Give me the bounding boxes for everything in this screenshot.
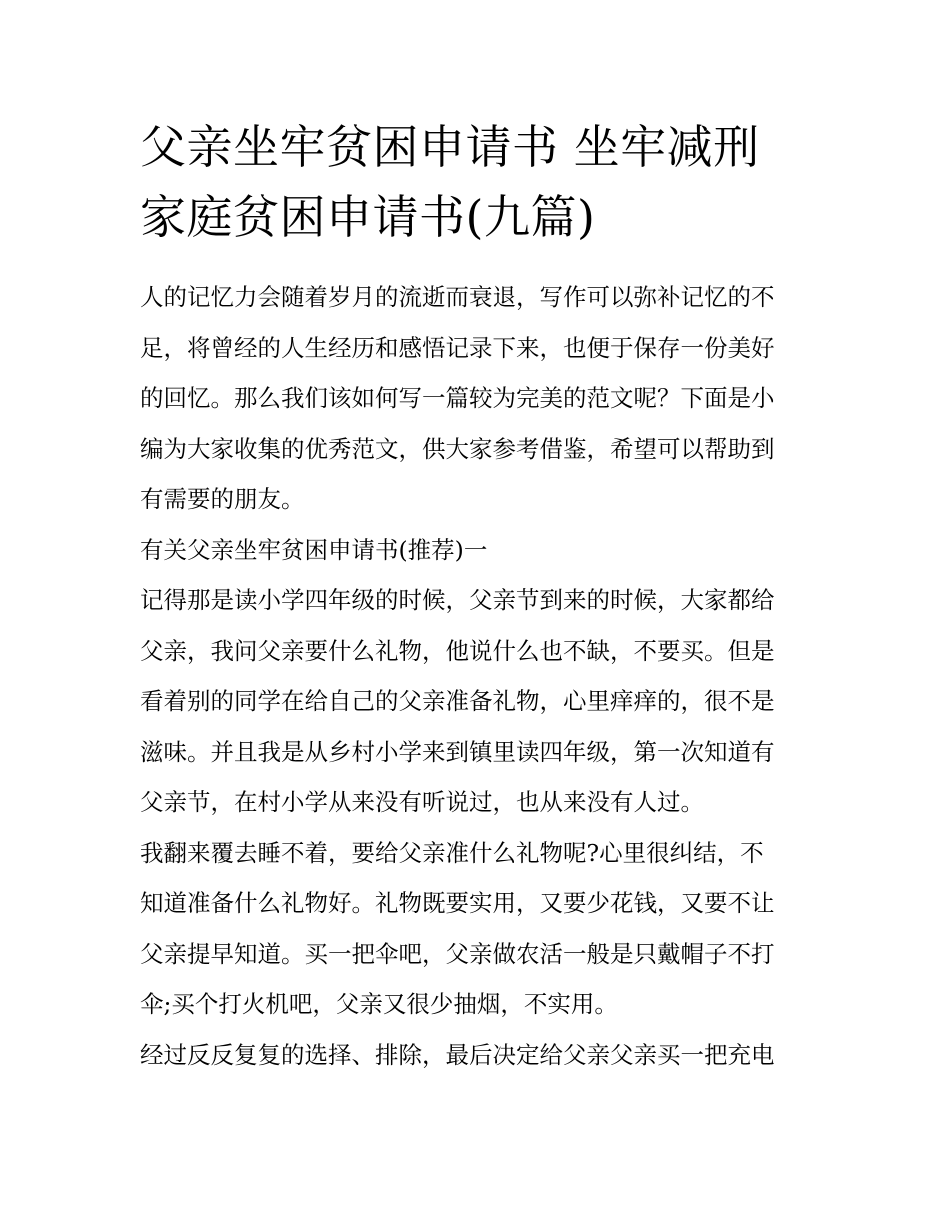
text-line: 知道准备什么礼物好。礼物既要实用，又要少花钱，又要不让 — [140, 889, 775, 917]
text-line: 足，将曾经的人生经历和感悟记录下来，也便于保存一份美好 — [140, 333, 775, 362]
paragraph-story-1 — [140, 575, 815, 828]
text-line: 滋味。并且我是从乡村小学来到镇里读四年级，第一次知道有 — [140, 737, 775, 766]
paragraph-story-2 — [140, 828, 815, 1030]
document-title — [140, 112, 815, 252]
text-line: 有关父亲坐牢贫困申请书(推荐)一 — [140, 535, 488, 564]
document-body — [140, 272, 815, 1080]
text-line: 我翻来覆去睡不着，要给父亲准什么礼物呢?心里很纠结，不 — [140, 838, 764, 867]
text-line: 父亲节，在村小学从来没有听说过，也从来没有人过。 — [140, 788, 704, 816]
title-line: 家庭贫困申请书(九篇) — [140, 190, 596, 244]
text-line: 父亲，我问父亲要什么礼物，他说什么也不缺，不要买。但是 — [140, 636, 775, 665]
section-heading — [140, 525, 815, 576]
text-line: 伞;买个打火机吧，父亲又很少抽烟，不实用。 — [140, 990, 618, 1018]
text-line: 人的记忆力会随着岁月的流逝而衰退，写作可以弥补记忆的不 — [140, 283, 775, 311]
text-line: 记得那是读小学四年级的时候，父亲节到来的时候，大家都给 — [140, 586, 775, 614]
title-line: 父亲坐牢贫困申请书 坐牢减刑 — [140, 120, 760, 174]
text-line: 看着别的同学在给自己的父亲准备礼物，心里痒痒的，很不是 — [140, 687, 775, 715]
paragraph-intro — [140, 272, 815, 525]
text-line: 有需要的朋友。 — [140, 485, 305, 513]
text-line: 经过反反复复的选择、排除，最后决定给父亲父亲买一把充电 — [140, 1040, 775, 1069]
document-content — [140, 112, 815, 1080]
paragraph-story-3 — [140, 1030, 815, 1081]
text-line: 的回忆。那么我们该如何写一篇较为完美的范文呢？下面是小 — [140, 384, 775, 412]
text-line: 编为大家收集的优秀范文，供大家参考借鉴，希望可以帮助到 — [140, 434, 775, 463]
text-line: 父亲提早知道。买一把伞吧，父亲做农活一般是只戴帽子不打 — [140, 939, 775, 968]
